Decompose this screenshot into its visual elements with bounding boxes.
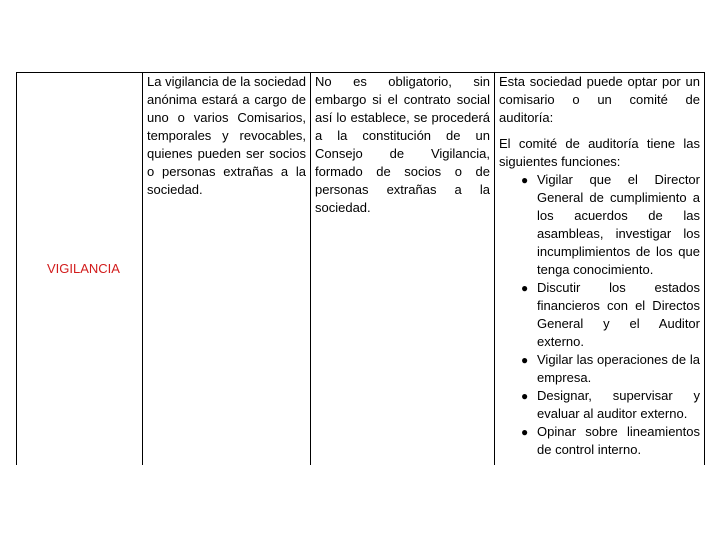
comparison-table xyxy=(16,72,705,465)
col3-intro: Esta sociedad puede optar por un comisario o un comité de auditoría: xyxy=(499,74,700,125)
bullet-icon: ● xyxy=(521,173,529,187)
comite-auditoria-cell xyxy=(495,73,705,466)
table-row xyxy=(17,73,705,466)
row-label-cell xyxy=(17,73,143,466)
sociedad-anonima-cell xyxy=(143,73,311,466)
col1-text: La vigilancia de la sociedad anónima estará a cargo de uno o varios Comisarios, temporales y revocables, quienes pueden ser socios o personas extrañas a la sociedad. xyxy=(147,74,306,197)
col3-functions-intro: El comité de auditoría tiene las siguientes funciones: xyxy=(499,136,700,169)
function-text: Discutir los estados financieros con el Directos General y el Auditor externo. xyxy=(537,280,700,349)
function-text: Vigilar que el Director General de cumplimiento a los acuerdos de las asambleas, investigar los incumplimientos de los que tenga conocimiento. xyxy=(537,172,700,277)
function-text: Opinar sobre lineamientos de control interno. xyxy=(537,424,700,457)
function-text: Designar, supervisar y evaluar al auditor externo. xyxy=(537,388,700,421)
list-item xyxy=(521,171,700,279)
bullet-icon: ● xyxy=(521,281,529,295)
consejo-vigilancia-cell xyxy=(311,73,495,466)
row-label: VIGILANCIA xyxy=(47,261,120,276)
bullet-icon: ● xyxy=(521,353,529,367)
list-item xyxy=(521,387,700,423)
list-item xyxy=(521,351,700,387)
function-text: Vigilar las operaciones de la empresa. xyxy=(537,352,700,385)
list-item xyxy=(521,423,700,459)
bullet-icon: ● xyxy=(521,425,529,439)
col2-text: No es obligatorio, sin embargo si el contrato social así lo establece, se procederá a la constitución de un Consejo de Vigilancia, formado de socios o de personas extrañas a la sociedad. xyxy=(315,74,490,215)
bullet-icon: ● xyxy=(521,389,529,403)
functions-list xyxy=(499,171,700,459)
list-item xyxy=(521,279,700,351)
